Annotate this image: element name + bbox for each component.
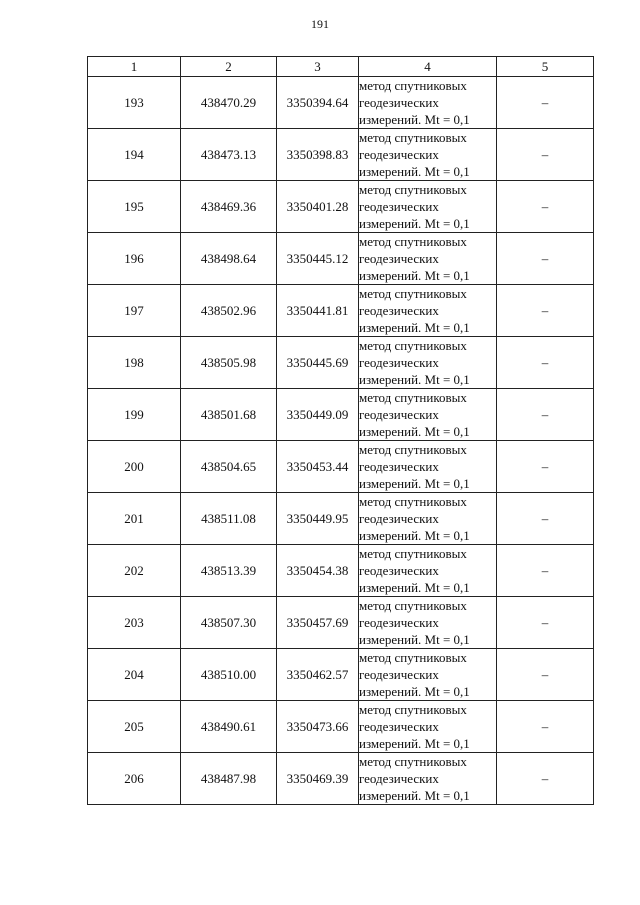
point-number-cell: 202 (88, 545, 181, 597)
point-number-cell: 196 (88, 233, 181, 285)
y-coordinate-cell: 3350462.57 (277, 649, 359, 701)
table-row (88, 285, 594, 337)
method-line: метод спутниковых (359, 78, 467, 93)
point-number-cell: 193 (88, 77, 181, 129)
table-row (88, 493, 594, 545)
y-coordinate-cell: 3350398.83 (277, 129, 359, 181)
method-cell (359, 389, 497, 441)
point-number-cell: 204 (88, 649, 181, 701)
x-coordinate-cell: 438507.30 (181, 597, 277, 649)
method-line: метод спутниковых (359, 546, 467, 561)
column-header-1: 1 (88, 57, 181, 77)
x-coordinate-cell: 438501.68 (181, 389, 277, 441)
column-5-cell: – (497, 337, 594, 389)
point-number-cell: 195 (88, 181, 181, 233)
method-cell (359, 545, 497, 597)
method-cell (359, 753, 497, 805)
column-header-2: 2 (181, 57, 277, 77)
method-cell (359, 233, 497, 285)
coordinates-table (87, 56, 594, 805)
column-5-cell: – (497, 493, 594, 545)
y-coordinate-cell: 3350445.12 (277, 233, 359, 285)
method-line: геодезических (359, 459, 439, 474)
column-header-5: 5 (497, 57, 594, 77)
y-coordinate-cell: 3350449.95 (277, 493, 359, 545)
y-coordinate-cell: 3350473.66 (277, 701, 359, 753)
y-coordinate-cell: 3350401.28 (277, 181, 359, 233)
point-number-cell: 198 (88, 337, 181, 389)
method-cell (359, 597, 497, 649)
method-line: метод спутниковых (359, 702, 467, 717)
column-header-4: 4 (359, 57, 497, 77)
y-coordinate-cell: 3350445.69 (277, 337, 359, 389)
y-coordinate-cell: 3350453.44 (277, 441, 359, 493)
x-coordinate-cell: 438473.13 (181, 129, 277, 181)
table-row (88, 77, 594, 129)
method-line: геодезических (359, 95, 439, 110)
table-row (88, 441, 594, 493)
x-coordinate-cell: 438490.61 (181, 701, 277, 753)
column-5-cell: – (497, 753, 594, 805)
method-line: измерений. Mt = 0,1 (359, 268, 470, 283)
column-5-cell: – (497, 701, 594, 753)
method-cell (359, 337, 497, 389)
method-line: метод спутниковых (359, 754, 467, 769)
column-5-cell: – (497, 77, 594, 129)
method-line: геодезических (359, 563, 439, 578)
method-cell (359, 441, 497, 493)
method-line: измерений. Mt = 0,1 (359, 788, 470, 803)
point-number-cell: 203 (88, 597, 181, 649)
point-number-cell: 200 (88, 441, 181, 493)
method-cell (359, 285, 497, 337)
method-line: геодезических (359, 355, 439, 370)
column-5-cell: – (497, 233, 594, 285)
method-line: геодезических (359, 303, 439, 318)
column-5-cell: – (497, 597, 594, 649)
y-coordinate-cell: 3350449.09 (277, 389, 359, 441)
y-coordinate-cell: 3350454.38 (277, 545, 359, 597)
point-number-cell: 199 (88, 389, 181, 441)
page-number: 191 (311, 17, 329, 31)
x-coordinate-cell: 438469.36 (181, 181, 277, 233)
method-line: метод спутниковых (359, 390, 467, 405)
y-coordinate-cell: 3350394.64 (277, 77, 359, 129)
table-row (88, 545, 594, 597)
method-line: измерений. Mt = 0,1 (359, 476, 470, 491)
table-row (88, 597, 594, 649)
x-coordinate-cell: 438513.39 (181, 545, 277, 597)
column-5-cell: – (497, 649, 594, 701)
method-line: геодезических (359, 147, 439, 162)
table-row (88, 129, 594, 181)
method-line: измерений. Mt = 0,1 (359, 372, 470, 387)
x-coordinate-cell: 438505.98 (181, 337, 277, 389)
point-number-cell: 194 (88, 129, 181, 181)
column-header-3: 3 (277, 57, 359, 77)
method-line: измерений. Mt = 0,1 (359, 320, 470, 335)
y-coordinate-cell: 3350469.39 (277, 753, 359, 805)
method-line: измерений. Mt = 0,1 (359, 216, 470, 231)
method-line: геодезических (359, 667, 439, 682)
x-coordinate-cell: 438498.64 (181, 233, 277, 285)
table-row (88, 753, 594, 805)
method-cell (359, 77, 497, 129)
point-number-cell: 206 (88, 753, 181, 805)
y-coordinate-cell: 3350441.81 (277, 285, 359, 337)
x-coordinate-cell: 438502.96 (181, 285, 277, 337)
column-5-cell: – (497, 545, 594, 597)
table-row (88, 649, 594, 701)
method-line: геодезических (359, 615, 439, 630)
table-body (88, 77, 594, 805)
method-line: геодезических (359, 719, 439, 734)
method-line: метод спутниковых (359, 442, 467, 457)
x-coordinate-cell: 438504.65 (181, 441, 277, 493)
table-row (88, 181, 594, 233)
method-line: метод спутниковых (359, 338, 467, 353)
method-line: геодезических (359, 511, 439, 526)
method-line: метод спутниковых (359, 598, 467, 613)
method-line: метод спутниковых (359, 130, 467, 145)
point-number-cell: 205 (88, 701, 181, 753)
method-line: метод спутниковых (359, 494, 467, 509)
method-cell (359, 181, 497, 233)
x-coordinate-cell: 438487.98 (181, 753, 277, 805)
x-coordinate-cell: 438470.29 (181, 77, 277, 129)
point-number-cell: 201 (88, 493, 181, 545)
column-5-cell: – (497, 389, 594, 441)
x-coordinate-cell: 438511.08 (181, 493, 277, 545)
method-line: измерений. Mt = 0,1 (359, 528, 470, 543)
x-coordinate-cell: 438510.00 (181, 649, 277, 701)
table-row (88, 233, 594, 285)
method-line: геодезических (359, 407, 439, 422)
method-line: метод спутниковых (359, 286, 467, 301)
method-line: геодезических (359, 199, 439, 214)
method-cell (359, 701, 497, 753)
column-5-cell: – (497, 181, 594, 233)
method-line: измерений. Mt = 0,1 (359, 632, 470, 647)
method-cell (359, 129, 497, 181)
method-line: геодезических (359, 251, 439, 266)
point-number-cell: 197 (88, 285, 181, 337)
method-line: геодезических (359, 771, 439, 786)
table-row (88, 389, 594, 441)
column-5-cell: – (497, 285, 594, 337)
method-line: измерений. Mt = 0,1 (359, 736, 470, 751)
header-row (88, 57, 594, 77)
method-line: метод спутниковых (359, 234, 467, 249)
method-line: метод спутниковых (359, 182, 467, 197)
method-line: измерений. Mt = 0,1 (359, 684, 470, 699)
y-coordinate-cell: 3350457.69 (277, 597, 359, 649)
method-line: измерений. Mt = 0,1 (359, 112, 470, 127)
method-line: метод спутниковых (359, 650, 467, 665)
method-line: измерений. Mt = 0,1 (359, 580, 470, 595)
method-line: измерений. Mt = 0,1 (359, 164, 470, 179)
method-line: измерений. Mt = 0,1 (359, 424, 470, 439)
method-cell (359, 493, 497, 545)
method-cell (359, 649, 497, 701)
column-5-cell: – (497, 441, 594, 493)
column-5-cell: – (497, 129, 594, 181)
table-row (88, 701, 594, 753)
table-row (88, 337, 594, 389)
